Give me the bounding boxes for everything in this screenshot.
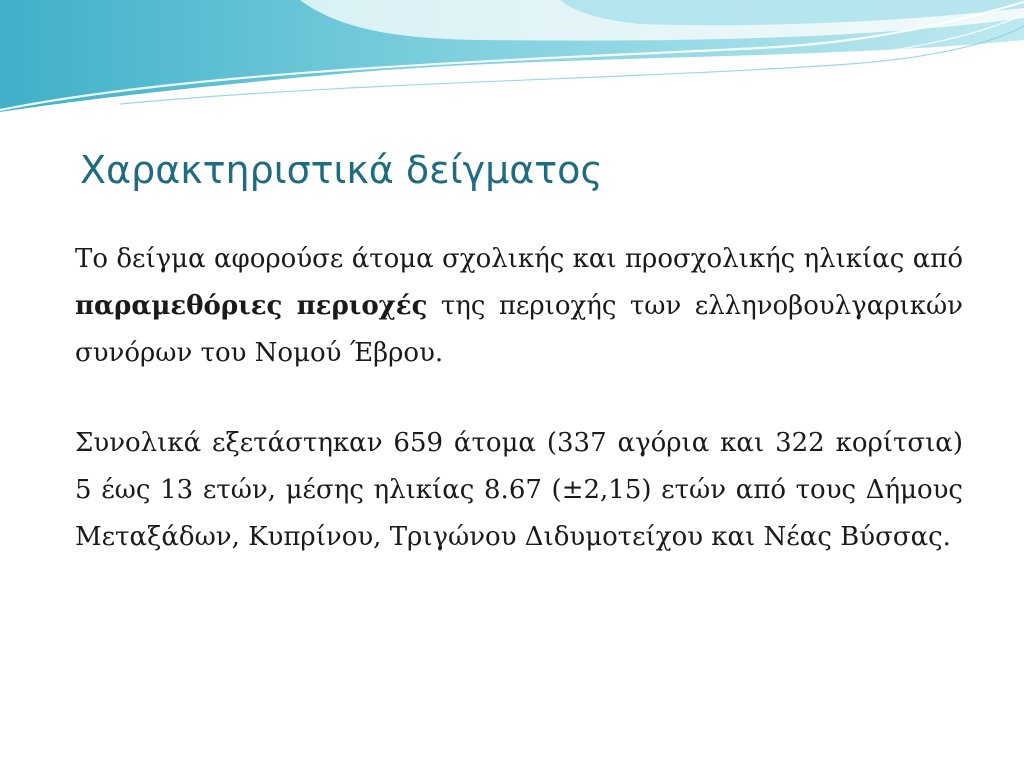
paragraph-sample-statistics: Συνολικά εξετάστηκαν 659 άτομα (337 αγόρια και 322 κορίτσια) 5 έως 13 ετών, μέσης ηλικίας 8.67 (±2,15) ετών από τους Δήμους Μεταξάδων, Κυπρίνου, Τριγώνου Διδυμοτείχου και Νέας Βύσσας. [75, 428, 963, 552]
slide-body [75, 236, 963, 561]
header-wave-decoration [0, 0, 1024, 130]
paragraph-1-bold-text: παραμεθόριες περιοχές [75, 291, 428, 321]
paragraph-1-text-before: Το δείγμα αφορούσε άτομα σχολικής και προσχολικής ηλικίας από [75, 244, 963, 274]
paragraph-sample-description [75, 236, 963, 377]
slide-title: Χαρακτηριστικά δείγματος [80, 148, 603, 192]
paragraph-1-text-after: της περιοχής των ελληνοβουλγαρικών συνόρων του Νομού Έβρου. [75, 291, 963, 368]
